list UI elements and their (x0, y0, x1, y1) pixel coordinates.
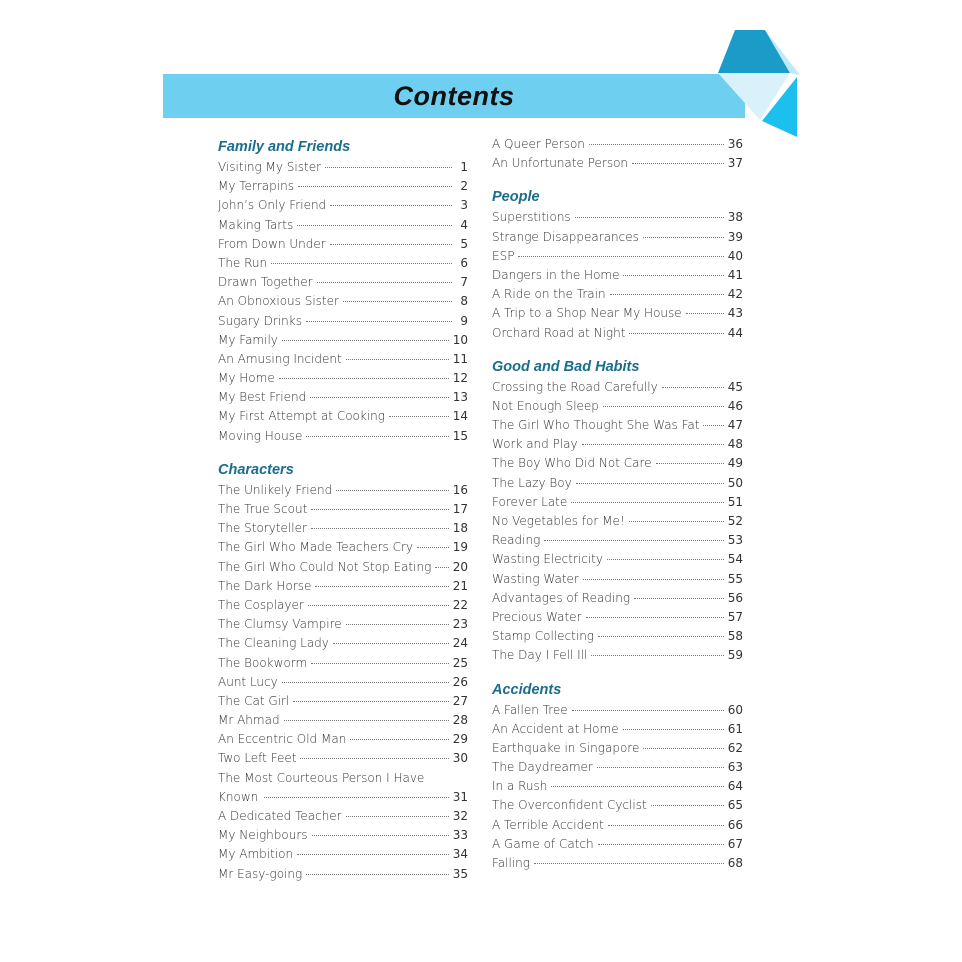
dot-leader (312, 835, 449, 836)
toc-entry[interactable] (492, 796, 743, 815)
toc-entry[interactable] (492, 247, 743, 266)
toc-entry-page: 50 (727, 475, 743, 490)
toc-entry-page: 23 (452, 617, 468, 632)
toc-entry-page: 47 (727, 418, 743, 433)
dot-leader (325, 167, 452, 168)
toc-entry[interactable] (218, 407, 468, 426)
toc-entry[interactable] (492, 285, 743, 304)
toc-entry-page: 41 (727, 267, 743, 282)
toc-entry-page: 13 (452, 390, 468, 405)
toc-entry-title: Drawn Together (218, 275, 313, 290)
dot-leader (271, 263, 452, 264)
dot-leader (591, 655, 723, 656)
toc-entry[interactable] (218, 749, 468, 768)
dot-leader (651, 805, 724, 806)
toc-entry-page: 53 (727, 533, 743, 548)
toc-entry[interactable] (218, 216, 468, 235)
decorative-triangles (700, 25, 800, 140)
toc-entry[interactable] (492, 454, 743, 473)
toc-entry[interactable] (218, 350, 468, 369)
toc-entry[interactable] (492, 397, 743, 416)
toc-section (492, 357, 743, 666)
toc-entry[interactable] (218, 177, 468, 196)
toc-entry-page: 55 (727, 571, 743, 586)
dot-leader (598, 844, 724, 845)
toc-entry-title: Wasting Electricity (492, 552, 603, 567)
toc-entry[interactable] (492, 589, 743, 608)
toc-section (218, 137, 468, 446)
toc-entry[interactable] (492, 378, 743, 397)
toc-entry-title: Making Tarts (218, 217, 294, 232)
toc-entry-title: The Girl Who Made Teachers Cry (218, 540, 414, 555)
toc-entry-title: The Storyteller (218, 521, 307, 536)
section-title: Characters (218, 461, 294, 478)
dot-leader (435, 567, 448, 568)
toc-entry-title: The Run (218, 255, 268, 270)
toc-entry-title: My Neighbours (218, 828, 308, 843)
toc-entry[interactable] (492, 228, 743, 247)
dot-leader (632, 163, 724, 164)
toc-entry-page: 35 (452, 866, 468, 881)
toc-entry[interactable] (218, 196, 468, 215)
toc-entry-page: 19 (452, 540, 468, 555)
toc-entry-title: The Cat Girl (218, 693, 290, 708)
dot-leader (346, 624, 449, 625)
toc-entry[interactable] (492, 154, 743, 173)
toc-entry-page: 27 (452, 693, 468, 708)
toc-entry[interactable] (492, 854, 743, 873)
toc-entry-page: 9 (460, 313, 468, 328)
toc-entry-page: 6 (460, 255, 468, 270)
toc-entry-page: 45 (727, 379, 743, 394)
toc-entry-title: An Accident at Home (492, 721, 619, 736)
toc-entry-title: Advantages of Reading (492, 590, 631, 605)
dot-leader (623, 275, 723, 276)
dot-leader (551, 786, 723, 787)
dot-leader (346, 816, 449, 817)
toc-entry[interactable] (218, 615, 468, 634)
toc-entry[interactable] (492, 777, 743, 796)
dot-leader (333, 643, 449, 644)
toc-entry-page: 15 (452, 428, 468, 443)
dot-leader (586, 617, 724, 618)
toc-entry-continued[interactable] (218, 788, 468, 807)
toc-entry[interactable] (218, 673, 468, 692)
toc-entry-page: 34 (452, 847, 468, 862)
dot-leader (297, 854, 449, 855)
toc-entry-page: 5 (460, 236, 468, 251)
dot-leader (330, 244, 452, 245)
toc-entry[interactable] (218, 388, 468, 407)
toc-entry-page: 12 (452, 371, 468, 386)
toc-entry[interactable] (218, 826, 468, 845)
toc-entry-title: Precious Water (492, 609, 582, 624)
toc-entry-title: A Queer Person (492, 137, 585, 151)
toc-entry[interactable] (218, 427, 468, 446)
toc-entry-page: 59 (727, 648, 743, 663)
toc-entry[interactable] (218, 500, 468, 519)
toc-entry[interactable] (492, 701, 743, 720)
toc-entry-page: 30 (452, 751, 468, 766)
toc-entry[interactable] (218, 577, 468, 596)
toc-entry-page: 20 (452, 559, 468, 574)
toc-entry[interactable] (492, 550, 743, 569)
toc-entry-page: 61 (727, 721, 743, 736)
toc-entry-title: My Terrapins (218, 179, 294, 194)
dot-leader (298, 186, 452, 187)
dot-leader (282, 340, 449, 341)
toc-entry-title: Crossing the Road Carefully (492, 379, 658, 394)
toc-entry[interactable] (492, 304, 743, 323)
toc-entry-page: 21 (452, 578, 468, 593)
toc-entry[interactable] (492, 512, 743, 531)
toc-entry-page: 3 (460, 198, 468, 213)
toc-entry-page: 31 (452, 789, 468, 804)
toc-entry[interactable] (492, 720, 743, 739)
toc-entry-page: 42 (727, 287, 743, 302)
toc-entry-title: An Amusing Incident (218, 351, 342, 366)
toc-entry-title: Stamp Collecting (492, 629, 595, 644)
toc-entry-page: 44 (727, 325, 743, 340)
dot-leader (310, 397, 449, 398)
toc-entry-page: 17 (452, 502, 468, 516)
dot-leader (608, 825, 724, 826)
toc-entry-page: 11 (452, 351, 468, 366)
section-title: People (492, 189, 540, 206)
toc-entry-page: 25 (452, 655, 468, 670)
section-title: Family and Friends (218, 139, 351, 155)
dot-leader (576, 483, 724, 484)
toc-entry[interactable] (218, 538, 468, 557)
dot-leader (634, 598, 724, 599)
dot-leader (284, 720, 449, 721)
dot-leader (336, 490, 448, 491)
toc-entry[interactable] (218, 331, 468, 350)
toc-entry-page: 16 (452, 482, 468, 497)
toc-entry-page: 40 (727, 248, 743, 263)
toc-entry-page: 52 (727, 514, 743, 528)
dot-leader (311, 509, 448, 510)
dot-leader (597, 767, 724, 768)
toc-entry-title: Mr Easy-going (218, 866, 303, 881)
toc-entry-title: An Unfortunate Person (492, 156, 629, 171)
dot-leader (346, 359, 449, 360)
toc-entry-title: The Lazy Boy (492, 475, 572, 490)
toc-entry-page: 1 (460, 160, 468, 174)
toc-entry-title: In a Rush (492, 779, 548, 794)
dot-leader (308, 605, 449, 606)
toc-entry-page: 66 (727, 817, 743, 832)
toc-entry[interactable] (492, 208, 743, 227)
toc-entry-page: 64 (727, 779, 743, 794)
toc-entry-title: An Eccentric Old Man (218, 732, 347, 747)
toc-entry-title: A Ride on the Train (492, 287, 606, 302)
toc-entry-title: The Cleaning Lady (218, 636, 329, 651)
toc-entry-page: 68 (727, 856, 743, 870)
toc-entry-title: The True Scout (218, 502, 308, 516)
dot-leader (350, 739, 448, 740)
toc-entry-page: 8 (460, 294, 468, 309)
toc-entry-title: Reading (492, 533, 541, 548)
toc-entry[interactable] (492, 493, 743, 512)
dot-leader (330, 205, 452, 206)
toc-entry[interactable] (218, 292, 468, 311)
toc-entry[interactable] (218, 273, 468, 292)
dot-leader (317, 282, 452, 283)
toc-entry-page: 37 (727, 156, 743, 171)
toc-entry-page: 39 (727, 229, 743, 244)
toc-entry-page: 2 (460, 179, 468, 194)
toc-entry-title: The Girl Who Could Not Stop Eating (218, 559, 432, 574)
toc-entry-title: Forever Late (492, 494, 568, 509)
dot-leader (582, 444, 724, 445)
toc-entry-page: 49 (727, 456, 743, 471)
toc-entry-title: The Dark Horse (218, 578, 312, 593)
toc-entry[interactable] (218, 692, 468, 711)
dot-leader (306, 874, 449, 875)
toc-entry[interactable] (492, 835, 743, 854)
toc-entry[interactable] (492, 435, 743, 454)
toc-entry-page: 38 (727, 210, 743, 225)
toc-entry-title: My First Attempt at Cooking (218, 409, 385, 424)
toc-entry[interactable] (492, 474, 743, 493)
toc-entry[interactable] (218, 481, 468, 500)
toc-section-continued (492, 135, 743, 173)
toc-entry-title: Superstitions (492, 210, 571, 225)
toc-entry[interactable] (218, 634, 468, 653)
toc-entry-title: Mr Ahmad (218, 713, 280, 728)
toc-entry-title: My Family (218, 332, 278, 347)
toc-entry[interactable] (492, 531, 743, 550)
dot-leader (311, 528, 449, 529)
dot-leader (610, 294, 724, 295)
dot-leader (629, 333, 723, 334)
toc-entry-title: Moving House (218, 428, 303, 443)
dot-leader (293, 701, 448, 702)
toc-entry-page: 33 (452, 828, 468, 843)
toc-entry-page: 54 (727, 552, 743, 567)
contents-column-left (218, 135, 468, 898)
toc-entry-title: An Obnoxious Sister (218, 294, 339, 309)
toc-entry-title: Dangers in the Home (492, 267, 620, 282)
toc-entry-title: A Fallen Tree (492, 702, 568, 717)
toc-entry-title: A Trip to a Shop Near My House (492, 306, 682, 321)
toc-entry[interactable] (492, 608, 743, 627)
toc-entry-title: The Day I Fell Ill (492, 648, 588, 663)
toc-entry-page: 48 (727, 437, 743, 452)
dot-leader (571, 502, 723, 503)
toc-entry-title: Work and Play (492, 437, 578, 452)
toc-entry-title: My Best Friend (218, 390, 307, 405)
toc-entry-title: The Overconfident Cyclist (492, 798, 647, 813)
toc-entry[interactable] (218, 312, 468, 331)
toc-entry-page: 63 (727, 760, 743, 775)
dot-leader (544, 540, 723, 541)
toc-entry-page: 62 (727, 740, 743, 755)
toc-entry-title: The Bookworm (218, 655, 308, 670)
dot-leader (264, 797, 448, 798)
toc-entry-title: Wasting Water (492, 571, 579, 586)
toc-entry-title-continued: Known (218, 789, 259, 804)
dot-leader (343, 301, 452, 302)
toc-entry-page: 67 (727, 836, 743, 851)
toc-entry[interactable] (492, 646, 743, 665)
dot-leader (315, 586, 448, 587)
toc-entry-page: 46 (727, 398, 743, 413)
section-title: Accidents (492, 681, 562, 698)
dot-leader (572, 710, 724, 711)
toc-entry[interactable] (218, 730, 468, 749)
dot-leader (297, 225, 452, 226)
dot-leader (575, 217, 724, 218)
toc-entry[interactable] (218, 158, 468, 177)
toc-entry-page: 29 (452, 732, 468, 747)
toc-section (492, 680, 743, 874)
toc-entry-page: 7 (460, 275, 468, 290)
toc-entry-page: 14 (452, 409, 468, 424)
dot-leader (279, 378, 449, 379)
dot-leader (603, 406, 724, 407)
toc-entry-page: 58 (727, 629, 743, 644)
toc-entry-title: Visiting My Sister (218, 160, 322, 174)
dot-leader (311, 663, 449, 664)
dot-leader (656, 463, 724, 464)
toc-entry-page: 51 (727, 494, 743, 509)
page-title: Contents (393, 81, 515, 111)
toc-entry[interactable] (218, 519, 468, 538)
toc-entry-page: 36 (727, 137, 743, 151)
toc-entry-title: Falling (492, 856, 530, 870)
toc-entry-title: My Ambition (218, 847, 294, 862)
toc-entry[interactable] (218, 596, 468, 615)
toc-entry-page: 32 (452, 809, 468, 823)
toc-entry-page: 43 (727, 306, 743, 321)
toc-entry[interactable] (218, 558, 468, 577)
toc-entry-title: Two Left Feet (218, 751, 297, 766)
toc-entry-title: A Terrible Accident (492, 817, 604, 832)
toc-entry-title: The Clumsy Vampire (218, 617, 342, 632)
toc-entry[interactable] (492, 135, 743, 154)
dot-leader (686, 313, 724, 314)
toc-entry-title: A Dedicated Teacher (218, 809, 342, 823)
toc-entry-title: The Unlikely Friend (218, 482, 333, 497)
toc-entry-page: 56 (727, 590, 743, 605)
dot-leader (518, 256, 723, 257)
toc-entry-title: Strange Disappearances (492, 229, 639, 244)
toc-entry-title: The Boy Who Did Not Care (492, 456, 652, 471)
toc-entry-page: 60 (727, 702, 743, 717)
toc-entry[interactable] (492, 627, 743, 646)
toc-entry-title: No Vegetables for Me! (492, 514, 625, 528)
toc-entry-title: Earthquake in Singapore (492, 740, 640, 755)
toc-entry-title: My Home (218, 371, 275, 386)
toc-entry-page: 10 (452, 332, 468, 347)
toc-entry[interactable] (492, 324, 743, 343)
toc-entry-title: The Daydreamer (492, 760, 593, 775)
dot-leader (534, 863, 724, 864)
toc-entry[interactable] (492, 816, 743, 835)
dot-leader (629, 521, 724, 522)
toc-entry[interactable] (218, 865, 468, 884)
toc-entry[interactable] (218, 807, 468, 826)
toc-entry-page: 22 (452, 597, 468, 612)
toc-entry-title: Not Enough Sleep (492, 398, 599, 413)
toc-entry-page: 18 (452, 521, 468, 536)
dot-leader (300, 758, 448, 759)
toc-entry-page: 26 (452, 674, 468, 689)
dot-leader (703, 425, 723, 426)
toc-section (218, 460, 468, 884)
toc-entry[interactable] (218, 654, 468, 673)
dot-leader (623, 729, 724, 730)
toc-entry-page: 65 (727, 798, 743, 813)
dot-leader (607, 559, 724, 560)
toc-entry[interactable] (492, 416, 743, 435)
toc-entry-title: John’s Only Friend (218, 198, 327, 213)
contents-column-right (492, 135, 743, 887)
dot-leader (589, 144, 724, 145)
toc-entry[interactable] (492, 739, 743, 758)
dot-leader (662, 387, 724, 388)
toc-entry[interactable] (218, 369, 468, 388)
dot-leader (389, 416, 449, 417)
toc-entry[interactable] (218, 235, 468, 254)
dot-leader (583, 579, 724, 580)
dot-leader (643, 237, 724, 238)
dot-leader (417, 547, 449, 548)
toc-entry-title: Sugary Drinks (218, 313, 302, 328)
toc-entry[interactable] (492, 570, 743, 589)
dot-leader (643, 748, 723, 749)
toc-entry-title: ESP (492, 248, 515, 263)
toc-entry-page: 4 (460, 217, 468, 232)
toc-entry[interactable] (218, 254, 468, 273)
toc-entry-page: 28 (452, 713, 468, 728)
toc-entry[interactable] (492, 758, 743, 777)
dot-leader (306, 321, 452, 322)
toc-entry-title: The Cosplayer (218, 597, 304, 612)
toc-section (492, 187, 743, 342)
toc-entry-title: The Most Courteous Person I Have (218, 770, 425, 785)
toc-entry-title: Orchard Road at Night (492, 325, 626, 340)
toc-entry-title: The Girl Who Thought She Was Fat (492, 418, 700, 433)
dot-leader (598, 636, 724, 637)
toc-entry[interactable] (218, 711, 468, 730)
section-title: Good and Bad Habits (492, 358, 640, 375)
toc-entry-page: 24 (452, 636, 468, 651)
toc-entry[interactable] (492, 266, 743, 285)
toc-entry-page: 57 (727, 609, 743, 624)
toc-entry[interactable] (218, 769, 468, 788)
toc-entry[interactable] (218, 845, 468, 864)
dot-leader (282, 682, 449, 683)
toc-entry-title: Aunt Lucy (218, 674, 278, 689)
toc-entry-title: A Game of Catch (492, 836, 594, 851)
dot-leader (306, 436, 448, 437)
toc-entry-title: From Down Under (218, 236, 326, 251)
